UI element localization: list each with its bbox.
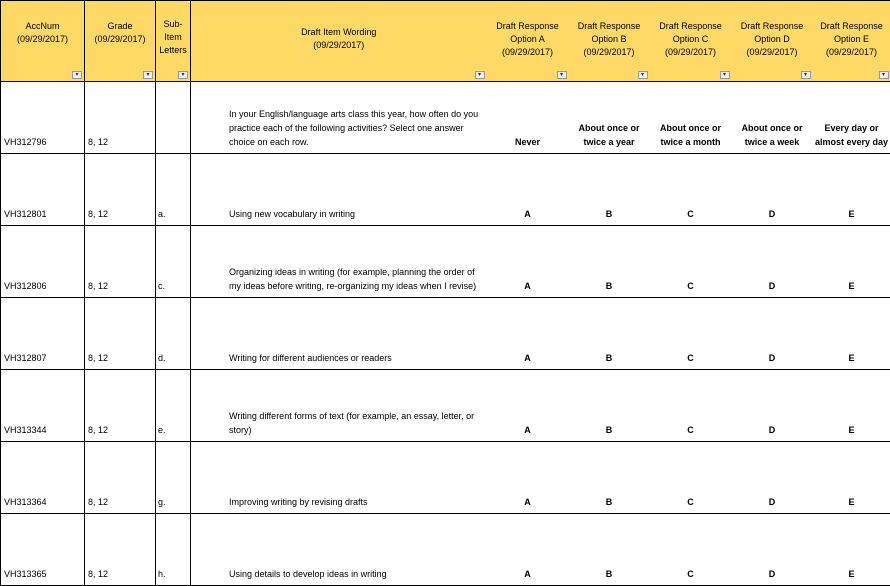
filter-dropdown-icon[interactable]: ▾ [801,71,811,79]
cell-option-c[interactable]: C [650,226,732,298]
cell-option-a[interactable]: A [487,226,569,298]
cell-option-e[interactable]: Every day or almost every day [813,82,890,154]
cell-item-wording[interactable]: Improving writing by revising drafts [191,442,487,514]
cell-sub-item-letter[interactable]: g. [156,442,191,514]
cell-option-d[interactable]: D [732,370,813,442]
cell-accnum[interactable]: VH313344 [1,370,85,442]
cell-option-d[interactable]: D [732,514,813,586]
cell-option-b[interactable]: B [569,298,650,370]
header-option-e-label: Draft Response Option E (09/29/2017) [813,1,890,59]
header-option-a [487,1,569,82]
cell-option-e[interactable]: E [813,442,890,514]
table-row [1,154,890,226]
cell-grade[interactable]: 8, 12 [85,442,156,514]
header-option-a-label: Draft Response Option A (09/29/2017) [487,1,569,59]
filter-dropdown-icon[interactable]: ▾ [475,71,485,79]
cell-sub-item-letter[interactable]: c. [156,226,191,298]
header-sub [156,1,191,82]
cell-accnum[interactable]: VH312806 [1,226,85,298]
cell-option-c[interactable]: C [650,154,732,226]
cell-accnum[interactable]: VH312796 [1,82,85,154]
filter-dropdown-icon[interactable]: ▾ [720,71,730,79]
cell-sub-item-letter[interactable]: d. [156,298,191,370]
header-accnum [1,1,85,82]
table-row [1,226,890,298]
header-wording [191,1,487,82]
cell-option-d[interactable]: D [732,226,813,298]
cell-option-c[interactable]: C [650,514,732,586]
header-option-b-label: Draft Response Option B (09/29/2017) [569,1,650,59]
cell-grade[interactable]: 8, 12 [85,370,156,442]
cell-accnum[interactable]: VH312801 [1,154,85,226]
cell-sub-item-letter[interactable]: e. [156,370,191,442]
cell-option-e[interactable]: E [813,154,890,226]
header-grade-label: Grade (09/29/2017) [85,1,155,46]
header-option-d [732,1,813,82]
header-accnum-label: AccNum (09/29/2017) [1,1,84,46]
cell-option-a[interactable]: A [487,298,569,370]
cell-item-wording[interactable]: Writing different forms of text (for example, an essay, letter, or story) [191,370,487,442]
filter-dropdown-icon[interactable]: ▾ [638,71,648,79]
header-option-c [650,1,732,82]
filter-dropdown-icon[interactable]: ▾ [557,71,567,79]
cell-sub-item-letter[interactable] [156,82,191,154]
cell-option-c[interactable]: C [650,370,732,442]
filter-dropdown-icon[interactable]: ▾ [72,71,82,79]
table-row [1,442,890,514]
header-row [1,1,890,82]
cell-option-a[interactable]: A [487,514,569,586]
header-option-c-label: Draft Response Option C (09/29/2017) [650,1,732,59]
cell-option-a[interactable]: A [487,442,569,514]
header-option-e [813,1,890,82]
cell-option-a[interactable]: A [487,154,569,226]
cell-accnum[interactable]: VH312807 [1,298,85,370]
cell-grade[interactable]: 8, 12 [85,514,156,586]
header-option-b [569,1,650,82]
table-row [1,370,890,442]
cell-grade[interactable]: 8, 12 [85,82,156,154]
cell-grade[interactable]: 8, 12 [85,226,156,298]
cell-option-d[interactable]: D [732,298,813,370]
cell-option-b[interactable]: B [569,226,650,298]
cell-option-a[interactable]: A [487,370,569,442]
filter-dropdown-icon[interactable]: ▾ [879,71,889,79]
cell-option-e[interactable]: E [813,298,890,370]
filter-dropdown-icon[interactable]: ▾ [143,71,153,79]
cell-item-wording[interactable]: Writing for different audiences or readers [191,298,487,370]
table-row [1,298,890,370]
cell-option-d[interactable]: About once or twice a week [732,82,813,154]
header-sub-label: Sub- Item Letters [156,1,190,57]
cell-item-wording[interactable]: Using new vocabulary in writing [191,154,487,226]
header-wording-label: Draft Item Wording (09/29/2017) [191,1,487,52]
table-row [1,514,890,586]
cell-option-e[interactable]: E [813,370,890,442]
cell-grade[interactable]: 8, 12 [85,154,156,226]
cell-option-b[interactable]: About once or twice a year [569,82,650,154]
filter-dropdown-icon[interactable]: ▾ [178,71,188,79]
cell-sub-item-letter[interactable]: h. [156,514,191,586]
cell-option-b[interactable]: B [569,154,650,226]
cell-accnum[interactable]: VH313365 [1,514,85,586]
cell-option-e[interactable]: E [813,514,890,586]
cell-option-c[interactable]: C [650,442,732,514]
cell-option-a[interactable]: Never [487,82,569,154]
table-row [1,82,890,154]
cell-item-wording[interactable]: Organizing ideas in writing (for example, planning the order of my ideas before writing, re-organizing my ideas when I revise) [191,226,487,298]
cell-item-wording[interactable]: Using details to develop ideas in writing [191,514,487,586]
cell-sub-item-letter[interactable]: a. [156,154,191,226]
cell-option-d[interactable]: D [732,442,813,514]
cell-option-d[interactable]: D [732,154,813,226]
cell-item-wording[interactable]: In your English/language arts class this year, how often do you practice each of the following activities? Select one answer choice on each row. [191,82,487,154]
header-option-d-label: Draft Response Option D (09/29/2017) [732,1,813,59]
cell-grade[interactable]: 8, 12 [85,298,156,370]
cell-accnum[interactable]: VH313364 [1,442,85,514]
cell-option-b[interactable]: B [569,370,650,442]
header-grade [85,1,156,82]
cell-option-c[interactable]: About once or twice a month [650,82,732,154]
cell-option-e[interactable]: E [813,226,890,298]
cell-option-b[interactable]: B [569,514,650,586]
cell-option-b[interactable]: B [569,442,650,514]
cell-option-c[interactable]: C [650,298,732,370]
